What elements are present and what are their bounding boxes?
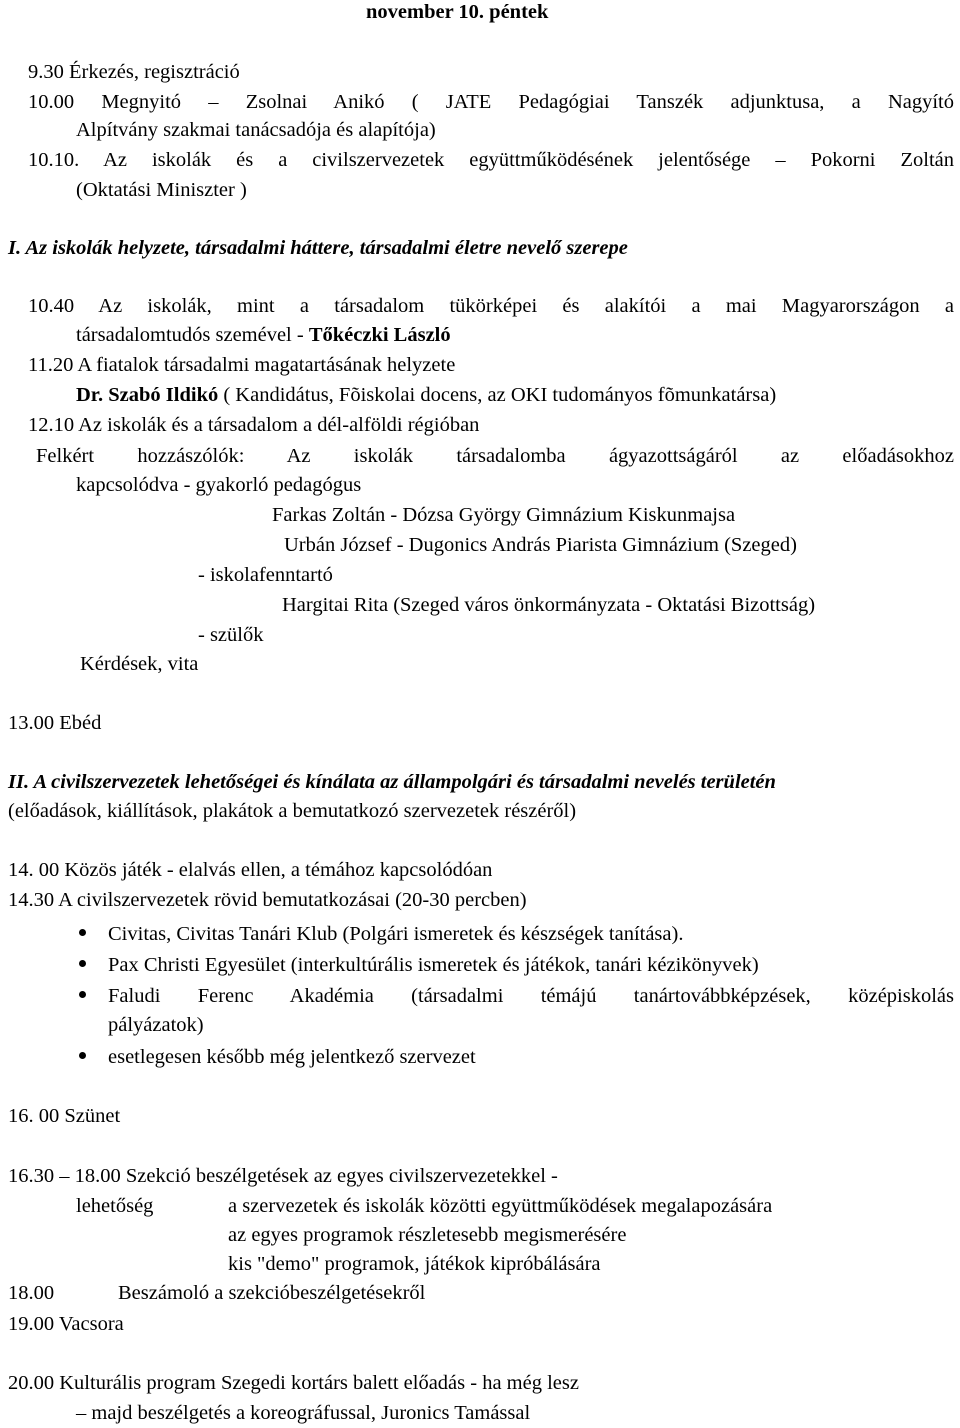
schedule-line-cultural: 20.00 Kulturális program Szegedi kortárs balett előadás - ha még lesz (8, 1372, 579, 1394)
commenter-hargitai: Hargitai Rita (Szeged város önkormányzata - Oktatási Bizottság) (282, 594, 816, 616)
bullet-icon (79, 960, 86, 967)
schedule-line-commenters: Felkért hozzászólók: Az iskolák társadalomba ágyazottságáról az előadásokhoz (36, 445, 954, 467)
schedule-line-opportunity-1: a szervezetek és iskolák közötti együttműködések megalapozására (228, 1195, 773, 1217)
bullet-icon (79, 929, 86, 936)
bullet-icon (79, 1052, 86, 1059)
schedule-line-keynote: 10.10. Az iskolák és a civilszervezetek együttműködésének jelentősége – Pokorni Zoltán (28, 149, 954, 171)
schedule-line-1040: 10.40 Az iskolák, mint a társadalom tükörképei és alakítói a mai Magyarországon a (28, 295, 954, 317)
schedule-line-1120-speaker: Dr. Szabó Ildikó ( Kandidátus, Fõiskolai docens, az OKI tudományos fõmunkatársa) (76, 384, 777, 406)
schedule-line-dinner: 19.00 Vacsora (8, 1313, 124, 1335)
page-title: november 10. péntek (366, 1, 549, 23)
bullet-icon (79, 991, 86, 998)
schedule-line-opportunity-3: kis "demo" programok, játékok kipróbálására (228, 1253, 601, 1275)
list-item: Faludi Ferenc Akadémia (társadalmi témájú tanártovábbképzések, középiskolás (108, 985, 954, 1007)
schedule-line-lunch: 13.00 Ebéd (8, 712, 102, 734)
schedule-line-1120: 11.20 A fiatalok társadalmi magatartásának helyzete (28, 354, 456, 376)
list-item: Civitas, Civitas Tanári Klub (Polgári ismeretek és készségek tanítása). (108, 923, 684, 945)
commenter-urban: Urbán József - Dugonics András Piarista Gimnázium (Szeged) (284, 534, 797, 556)
schedule-line-questions: Kérdések, vita (80, 653, 199, 675)
schedule-line-1400: 14. 00 Közös játék - elalvás ellen, a témához kapcsolódóan (8, 859, 493, 881)
section-heading-1: I. Az iskolák helyzete, társadalmi háttere, társadalmi életre nevelő szerepe (8, 237, 628, 259)
list-item-cont: pályázatok) (108, 1014, 204, 1036)
speaker-name: Dr. Szabó Ildikó (76, 384, 219, 406)
list-item: esetlegesen később még jelentkező szervezet (108, 1046, 476, 1068)
section-heading-2: II. A civilszervezetek lehetőségei és kínálata az állampolgári és társadalmi nevelés területén (8, 771, 776, 793)
schedule-line-opportunity-2: az egyes programok részletesebb megismerésére (228, 1224, 627, 1246)
speaker-name: Tőkéczki László (308, 324, 451, 346)
schedule-line-commenters-cont: kapcsolódva - gyakorló pedagógus (76, 474, 362, 496)
schedule-line-1630: 16.30 – 18.00 Szekció beszélgetések az egyes civilszervezetekkel - (8, 1165, 558, 1187)
commenter-role-school: - iskolafenntartó (198, 564, 333, 586)
schedule-line-1430: 14.30 A civilszervezetek rövid bemutatkozásai (20-30 percben) (8, 889, 527, 911)
schedule-line-opportunity-label: lehetőség (76, 1195, 154, 1217)
commenter-role-parents: - szülők (198, 624, 264, 646)
schedule-line-registration: 9.30 Érkezés, regisztráció (28, 61, 240, 83)
schedule-line-opening-cont: Alpítvány szakmai tanácsadója és alapítója) (76, 119, 436, 141)
list-item: Pax Christi Egyesület (interkultúrális ismeretek és játékok, tanári kézikönyvek) (108, 954, 759, 976)
commenter-farkas: Farkas Zoltán - Dózsa György Gimnázium Kiskunmajsa (272, 504, 736, 526)
schedule-line-1210: 12.10 Az iskolák és a társadalom a dél-alföldi régióban (28, 414, 480, 436)
schedule-line-cultural-cont: – majd beszélgetés a koreográfussal, Juronics Tamással (76, 1402, 531, 1424)
schedule-line-keynote-cont: (Oktatási Miniszter ) (76, 179, 247, 201)
schedule-line-1800: Beszámoló a szekcióbeszélgetésekről (118, 1282, 426, 1304)
schedule-line-break: 16. 00 Szünet (8, 1105, 121, 1127)
section-subtitle-2: (előadások, kiállítások, plakátok a bemutatkozó szervezetek részéről) (8, 800, 577, 822)
schedule-line-1800-time: 18.00 (8, 1282, 55, 1304)
schedule-line-opening: 10.00 Megnyitó – Zsolnai Anikó ( JATE Pedagógiai Tanszék adjunktusa, a Nagyító (28, 91, 954, 113)
schedule-line-1040-cont: társadalomtudós szemével - Tőkéczki László (76, 324, 451, 346)
